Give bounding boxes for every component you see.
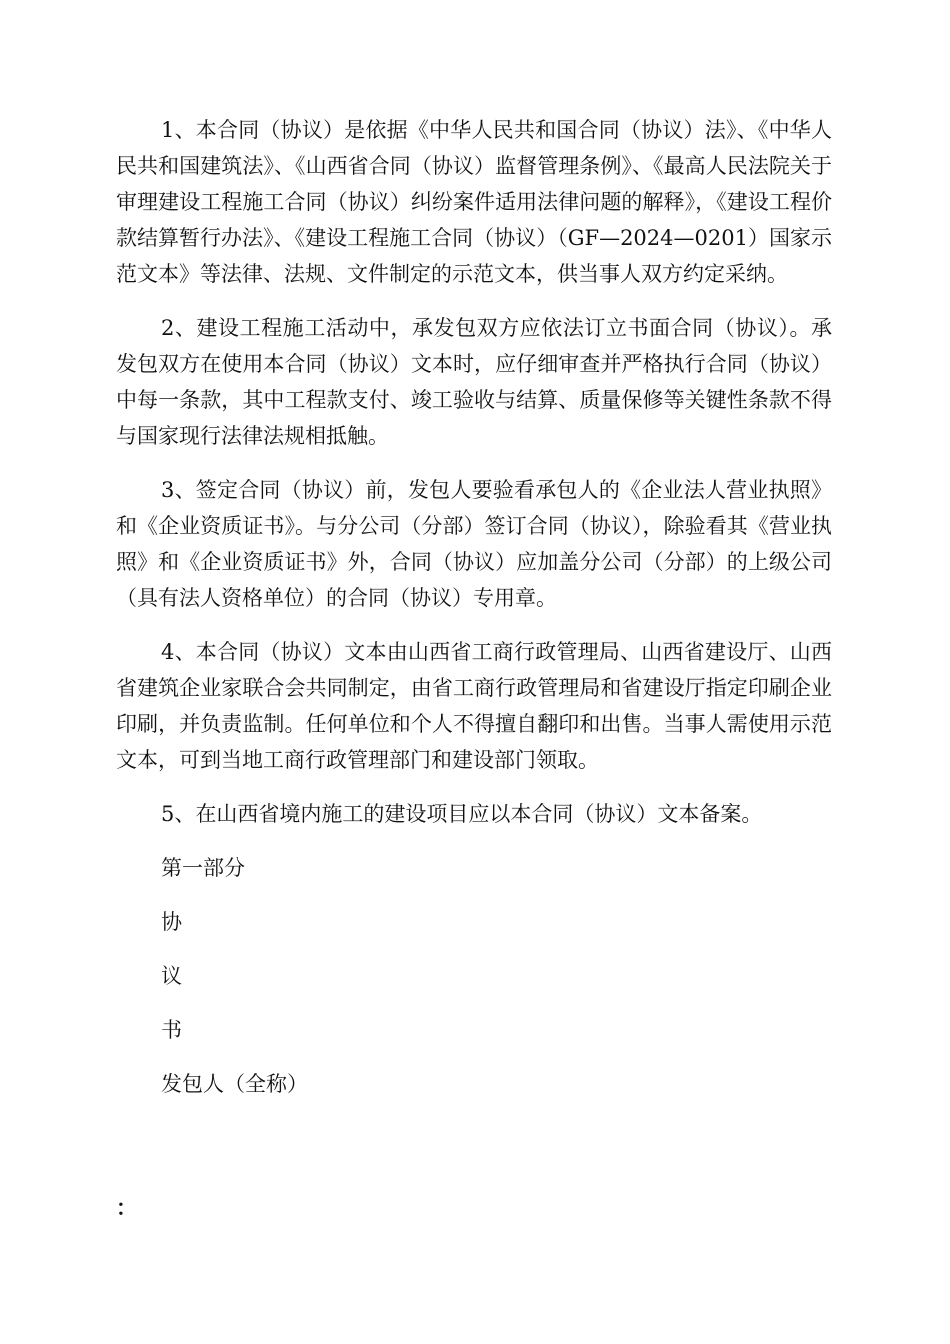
paragraph-2: 2、建设工程施工活动中，承发包双方应依法订立书面合同（协议）。承发包双方在使用本合同（协议）文本时，应仔细审查并严格执行合同（协议）中每一条款，其中工程款支付、竣工验收与结算、质量保修等关键性条款不得与国家现行法律法规相抵触。 xyxy=(116,316,832,448)
part-heading: 第一部分 xyxy=(161,856,245,880)
title-char-2: 议 xyxy=(161,964,182,988)
title-char-1: 协 xyxy=(161,910,182,934)
paragraph-3: 3、签定合同（协议）前，发包人要验看承包人的《企业法人营业执照》和《企业资质证书》。与分公司（分部）签订合同（协议），除验看其《营业执照》和《企业资质证书》外，合同（协议）应加盖分公司（分部）的上级公司（具有法人资格单位）的合同（协议）专用章。 xyxy=(116,478,832,610)
title-char-3: 书 xyxy=(161,1018,182,1042)
paragraph-4: 4、本合同（协议）文本由山西省工商行政管理局、山西省建设厅、山西省建筑企业家联合会共同制定，由省工商行政管理局和省建设厅指定印刷企业印刷，并负责监制。任何单位和个人不得擅自翻印和出售。当事人需使用示范文本，可到当地工商行政管理部门和建设部门领取。 xyxy=(116,640,832,772)
employer-label: 发包人（全称） xyxy=(161,1072,308,1096)
trailing-colon: ： xyxy=(116,1195,137,1220)
paragraph-1: 1、本合同（协议）是依据《中华人民共和国合同（协议）法》、《中华人民共和国建筑法》、《山西省合同（协议）监督管理条例》、《最高人民法院关于审理建设工程施工合同（协议）纠纷案件适用法律问题的解释》，《建设工程价款结算暂行办法》、《建设工程施工合同（协议）（GF—2024—0201）国家示范文本》等法律、法规、文件制定的示范文本，供当事人双方约定采纳。 xyxy=(116,118,832,286)
paragraph-5: 5、在山西省境内施工的建设项目应以本合同（协议）文本备案。 xyxy=(161,802,763,826)
document-body xyxy=(116,112,832,1120)
